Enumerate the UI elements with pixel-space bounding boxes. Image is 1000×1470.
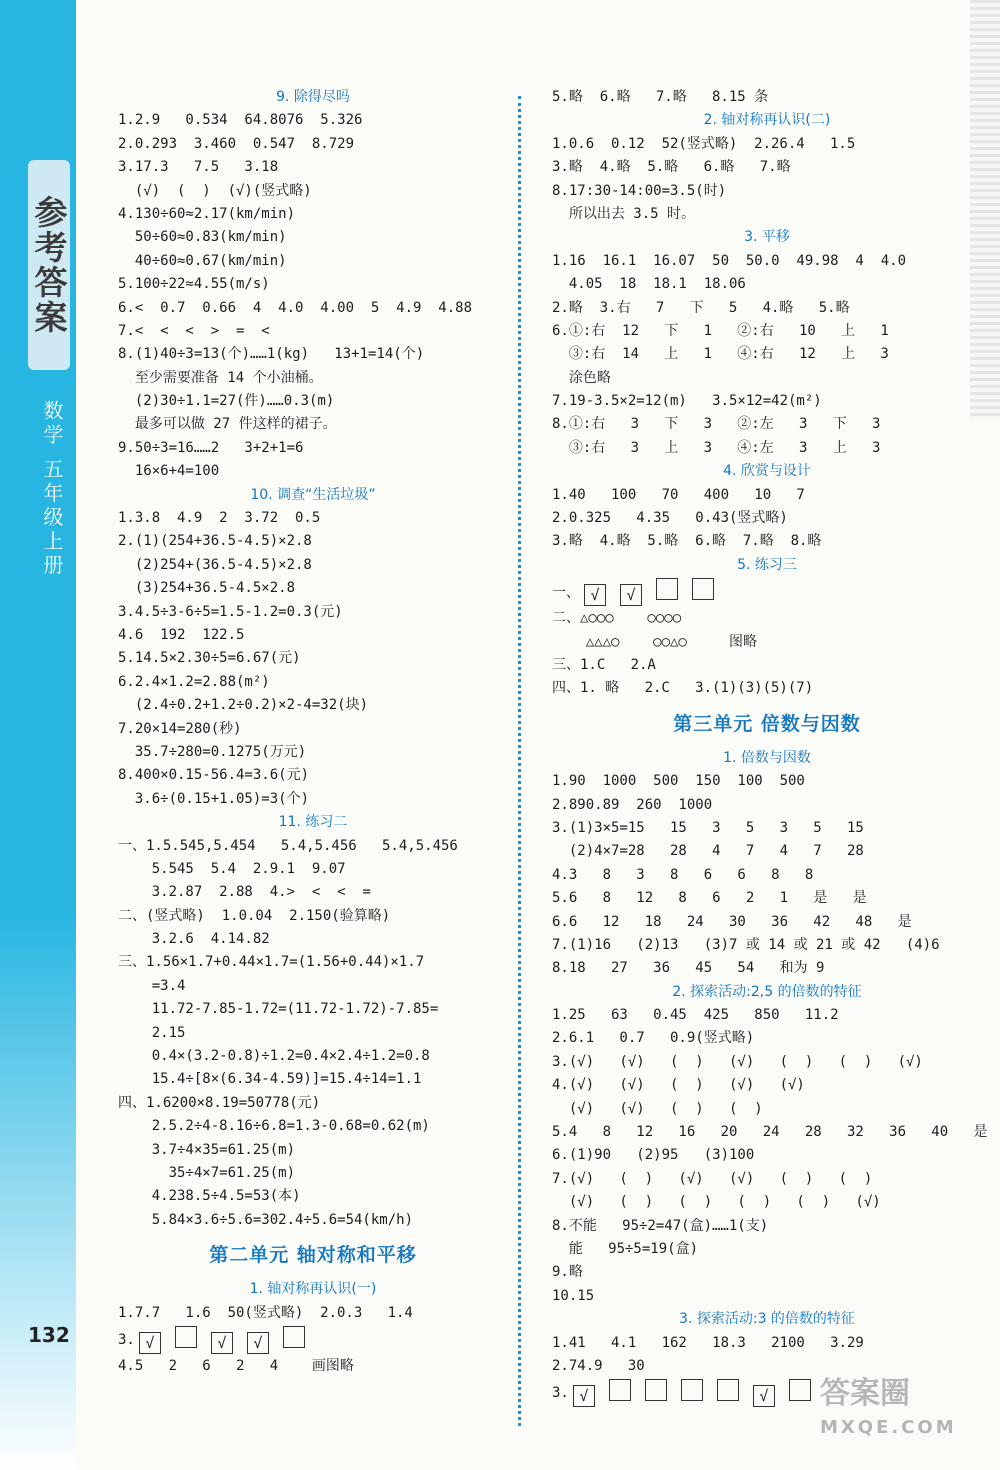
- right-column: [552, 86, 988, 1408]
- answer-line: (2)254+(36.5-4.5)×2.8: [118, 556, 312, 573]
- section-heading: 2. 探索活动:2,5 的倍数的特征: [672, 983, 862, 1000]
- row-label: 3.: [118, 1331, 135, 1348]
- answer-line: 3.6÷(0.15+1.05)=3(个): [118, 790, 310, 807]
- answer-line: 40÷60≈0.67(km/min): [118, 252, 287, 269]
- answer-line: 7.< < < > = <: [118, 322, 270, 339]
- row-label: 3.: [552, 1385, 569, 1402]
- left-column: [118, 86, 508, 1378]
- answer-checkbox: [681, 1379, 703, 1401]
- answer-line: ③:右 14 上 1 ④:右 12 上 3: [552, 346, 889, 363]
- answer-line: 8.400×0.15-56.4=3.6(元): [118, 767, 310, 784]
- answer-line: 2.略 3.右 7 下 5 4.略 5.略: [552, 299, 850, 316]
- answer-line: △△△○ ○○△○ 图略: [552, 633, 758, 650]
- answer-line: 3.17.3 7.5 3.18: [118, 159, 279, 176]
- answer-line: 4.6 192 122.5: [118, 626, 245, 643]
- answer-line: 5.14.5×2.30÷5=6.67(元): [118, 650, 301, 667]
- answer-line: 9.50÷3=16……2 3+2+1=6: [118, 439, 304, 456]
- answer-line: 5.4 8 12 16 20 24 28 32 36 40 是: [552, 1124, 988, 1141]
- page-number: 132: [28, 1323, 70, 1347]
- answer-line: 涂色略: [552, 369, 611, 386]
- unit-title: 第二单元 轴对称和平移: [209, 1244, 417, 1267]
- answer-line: 6.< 0.7 0.66 4 4.0 4.00 5 4.9 4.88: [118, 299, 473, 316]
- answer-line: 7.(1)16 (2)13 (3)7 或 14 或 21 或 42 (4)6: [552, 936, 940, 953]
- answer-line: 35.7÷280=0.1275(万元): [118, 743, 307, 760]
- answer-line: 3.(1)3×5=15 15 3 5 3 5 15: [552, 819, 864, 836]
- answer-line: 8.①:右 3 下 3 ②:左 3 下 3: [552, 416, 881, 433]
- answer-line: 二、△○○○ ○○○○: [552, 610, 682, 627]
- answer-line: 2.(1)(254+36.5-4.5)×2.8: [118, 533, 312, 550]
- answer-line: 6.2.4×1.2=2.88(m²): [118, 673, 270, 690]
- answer-checkbox: [645, 1379, 667, 1401]
- answer-line: 1.3.8 4.9 2 3.72 0.5: [118, 510, 321, 527]
- answer-line: 7.19-3.5×2=12(m) 3.5×12=42(m²): [552, 393, 822, 410]
- answer-line: 所以出去 3.5 时。: [552, 205, 696, 222]
- answer-line: 3.略 4.略 5.略 6.略 7.略: [552, 159, 791, 176]
- answer-list: [552, 484, 982, 554]
- answer-line: 3.(√) (√) ( ) (√) ( ) ( ) (√): [552, 1053, 923, 1070]
- answer-line: 1.7.7 1.6 50(竖式略) 2.0.3 1.4: [118, 1304, 413, 1321]
- answer-checkbox: √: [247, 1332, 269, 1354]
- checkbox-row: [118, 1325, 508, 1355]
- answer-checkbox: √: [573, 1385, 595, 1407]
- answer-line: 4.(√) (√) ( ) (√) (√): [552, 1077, 805, 1094]
- answer-list: [552, 770, 982, 981]
- answer-line: 2.0.325 4.35 0.43(竖式略): [552, 510, 788, 527]
- answer-list: [552, 607, 982, 701]
- answer-line: 二、(竖式略) 1.0.04 2.150(验算略): [118, 907, 391, 924]
- answer-line: (√) ( ) ( ) ( ) ( ) (√): [552, 1194, 881, 1211]
- answer-line: ③:右 3 上 3 ④:左 3 上 3: [552, 439, 881, 456]
- answer-line: 4.3 8 3 8 6 6 8 8: [552, 866, 814, 883]
- sidebar: [0, 0, 76, 1470]
- watermark-text: 答案圈: [820, 1376, 910, 1411]
- answer-line: 4.238.5÷4.5=53(本): [118, 1188, 301, 1205]
- answer-line: 1.16 16.1 16.07 50 50.0 49.98 4 4.0: [552, 252, 907, 269]
- answer-line: (2)30÷1.1=27(件)……0.3(m): [118, 393, 335, 410]
- watermark-url: MXQE.COM: [820, 1417, 957, 1438]
- answer-checkbox: [283, 1326, 305, 1348]
- answer-line: 3.2.87 2.88 4.> < < =: [118, 884, 371, 901]
- answer-list: [118, 835, 508, 1233]
- answer-line: 10.15: [552, 1287, 595, 1304]
- answer-line: 5.6 8 12 8 6 2 1 是 是: [552, 890, 867, 907]
- section-heading: 3. 探索活动:3 的倍数的特征: [679, 1311, 855, 1328]
- answer-line: 15.4÷[8×(6.34-4.59)]=15.4÷14=1.1: [118, 1071, 422, 1088]
- answer-line: 8.17:30-14:00=3.5(时): [552, 182, 727, 199]
- answer-line: (2.4÷0.2+1.2÷0.2)×2-4=32(块): [118, 697, 369, 714]
- row-label: 一、: [552, 585, 580, 602]
- section-heading: 2. 轴对称再认识(二): [703, 112, 831, 129]
- answer-checkbox: [656, 578, 678, 600]
- answer-line: 最多可以做 27 件这样的裙子。: [118, 416, 337, 433]
- answer-line: 1.0.6 0.12 52(竖式略) 2.26.4 1.5: [552, 135, 856, 152]
- answer-line: 一、1.5.545,5.454 5.4,5.456 5.4,5.456: [118, 837, 458, 854]
- answer-checkbox: √: [620, 584, 642, 606]
- answer-line: 三、1.56×1.7+0.44×1.7=(1.56+0.44)×1.7: [118, 954, 425, 971]
- answer-checkbox: √: [584, 584, 606, 606]
- answer-line: (√) (√) ( ) ( ): [552, 1100, 763, 1117]
- answer-line: 35÷4×7=61.25(m): [118, 1164, 296, 1181]
- answer-line: 能 95÷5=19(盒): [552, 1240, 699, 1257]
- answer-line: 8.不能 95÷2=47(盒)……1(支): [552, 1217, 769, 1234]
- answer-line: 7.20×14=280(秒): [118, 720, 242, 737]
- answer-line: 2.5.2÷4-8.16÷6.8=1.3-0.68=0.62(m): [118, 1118, 430, 1135]
- answer-line: 4.05 18 18.1 18.06: [552, 276, 746, 293]
- answer-line: 3.4.5÷3-6÷5=1.5-1.2=0.3(元): [118, 603, 343, 620]
- answer-line: 1.40 100 70 400 10 7: [552, 486, 805, 503]
- answer-checkbox: √: [139, 1332, 161, 1354]
- answer-line: 1.90 1000 500 150 100 500: [552, 773, 805, 790]
- answer-line: 0.4×(3.2-0.8)÷1.2=0.4×2.4÷1.2=0.8: [118, 1048, 430, 1065]
- answer-line: 4.130÷60≈2.17(km/min): [118, 205, 296, 222]
- answer-list: [552, 133, 982, 227]
- answer-line: (√) ( ) (√)(竖式略): [118, 182, 312, 199]
- answer-line: (3)254+36.5-4.5×2.8: [118, 580, 296, 597]
- answer-line: 至少需要准备 14 个小油桶。: [118, 369, 323, 386]
- answer-line: 2.74.9 30: [552, 1357, 645, 1374]
- section-heading: 1. 倍数与因数: [723, 749, 811, 766]
- answer-line: 1.2.9 0.534 64.8076 5.326: [118, 112, 363, 129]
- answer-line: 2.890.89 260 1000: [552, 796, 713, 813]
- answer-line: 5.84×3.6÷5.6=302.4÷5.6=54(km/h): [118, 1211, 414, 1228]
- answer-line: 8.(1)40÷3=13(个)……1(kg) 13+1=14(个): [118, 346, 425, 363]
- answer-line: 6.6 12 18 24 30 36 42 48 是: [552, 913, 912, 930]
- section-heading: 4. 欣赏与设计: [723, 463, 811, 480]
- section-heading: 3. 平移: [744, 229, 790, 246]
- section-heading: 5. 练习三: [737, 556, 797, 573]
- answer-line: 四、1.6200×8.19=50778(元): [118, 1094, 321, 1111]
- answer-line: =3.4: [118, 977, 186, 994]
- answer-line: 3.略 4.略 5.略 6.略 7.略 8.略: [552, 533, 822, 550]
- answer-checkbox: [175, 1326, 197, 1348]
- answer-checkbox: [717, 1379, 739, 1401]
- section-heading: 10. 调查“生活垃圾”: [250, 486, 376, 503]
- section-heading: 1. 轴对称再认识(一): [249, 1281, 377, 1298]
- answer-line: (2)4×7=28 28 4 7 4 7 28: [552, 843, 864, 860]
- unit-title: 第三单元 倍数与因数: [673, 712, 861, 735]
- answer-line: 4.5 2 6 2 4 画图略: [118, 1357, 354, 1374]
- answer-line: 5.100÷22≈4.55(m/s): [118, 276, 270, 293]
- sidebar-badge-text: 参考答案: [29, 195, 69, 335]
- answer-line: 1.41 4.1 162 18.3 2100 3.29: [552, 1334, 864, 1351]
- section-heading: 11. 练习二: [278, 814, 348, 831]
- answer-line: 11.72-7.85-1.72=(11.72-1.72)-7.85=: [118, 1001, 439, 1018]
- sidebar-badge: [28, 160, 70, 370]
- sidebar-subject: 数学 五年级上册: [40, 400, 64, 579]
- answer-checkbox: [609, 1379, 631, 1401]
- answer-line: 3.7÷4×35=61.25(m): [118, 1141, 296, 1158]
- answer-line: 3.2.6 4.14.82: [118, 931, 270, 948]
- answer-list: [118, 507, 508, 811]
- answer-line: 8.18 27 36 45 54 和为 9: [552, 960, 825, 977]
- answer-line: 5.略 6.略 7.略 8.15 条: [552, 89, 769, 105]
- answer-line: 2.6.1 0.7 0.9(竖式略): [552, 1030, 755, 1047]
- answer-line: 50÷60≈0.83(km/min): [118, 229, 287, 246]
- answer-line: 5.545 5.4 2.9.1 9.07: [118, 860, 346, 877]
- column-divider: [518, 96, 521, 1426]
- watermark-logo: [820, 1372, 980, 1452]
- answer-list: [118, 109, 508, 483]
- answer-line: 6.①:右 12 下 1 ②:右 10 上 1: [552, 322, 889, 339]
- answer-line: 四、1. 略 2.C 3.(1)(3)(5)(7): [552, 680, 814, 697]
- answer-checkbox: [789, 1379, 811, 1401]
- answer-line: 1.25 63 0.45 425 850 11.2: [552, 1007, 839, 1024]
- answer-checkbox: √: [211, 1332, 233, 1354]
- answer-checkbox: √: [753, 1385, 775, 1407]
- answer-list: [552, 250, 982, 461]
- section-heading: 9. 除得尽吗: [276, 89, 350, 105]
- answer-line: 2.15: [118, 1024, 186, 1041]
- answer-line: 7.(√) ( ) (√) (√) ( ) ( ): [552, 1170, 873, 1187]
- answer-line: 6.(1)90 (2)95 (3)100: [552, 1147, 755, 1164]
- answer-list: [552, 1004, 988, 1308]
- answer-line: 2.0.293 3.460 0.547 8.729: [118, 135, 355, 152]
- checkbox-row: [552, 577, 982, 607]
- answer-line: 9.略: [552, 1264, 583, 1281]
- answer-line: 16×6+4=100: [118, 463, 220, 480]
- answer-checkbox: [692, 578, 714, 600]
- answer-line: 三、1.C 2.A: [552, 656, 656, 673]
